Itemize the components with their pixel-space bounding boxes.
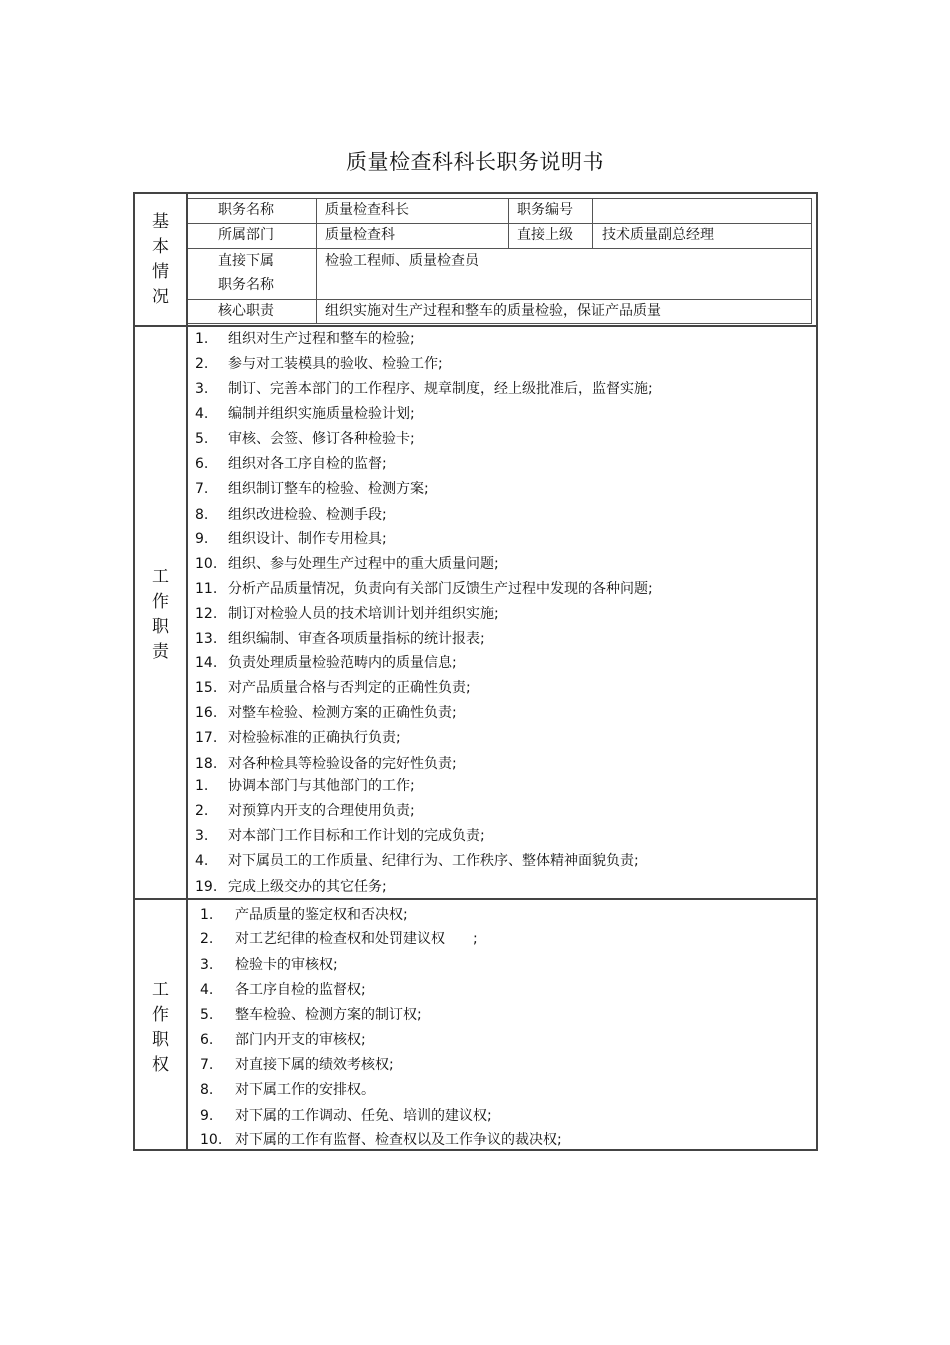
- list-item: 19. 完成上级交办的其它任务;: [195, 879, 387, 895]
- list-item: 15. 对产品质量合格与否判定的正确性负责;: [195, 680, 471, 696]
- subordinate-label-line2: 职务名称: [218, 277, 274, 293]
- list-item: 4. 编制并组织实施质量检验计划;: [195, 406, 415, 422]
- list-item: 17. 对检验标准的正确执行负责;: [195, 730, 401, 746]
- list-item: 6. 部门内开支的审核权;: [200, 1032, 366, 1048]
- list-item: 12. 制订对检验人员的技术培训计划并组织实施;: [195, 606, 499, 622]
- section-label-rights: 工 作 职 权: [152, 980, 169, 1075]
- basic-grid-line: [188, 248, 811, 249]
- list-item: 2. 对预算内开支的合理使用负责;: [195, 803, 415, 819]
- job-name-value: 质量检查科长: [325, 202, 409, 218]
- job-code-label: 职务编号: [517, 202, 573, 218]
- superior-value: 技术质量副总经理: [602, 227, 714, 243]
- basic-grid-col: [592, 198, 593, 249]
- list-item: 3. 检验卡的审核权;: [200, 957, 338, 973]
- list-item: 2. 对工艺纪律的检查权和处罚建议权 ;: [200, 931, 478, 947]
- list-item: 2. 参与对工装模具的验收、检验工作;: [195, 356, 443, 372]
- job-name-label: 职务名称: [218, 202, 274, 218]
- list-item: 6. 组织对各工序自检的监督;: [195, 456, 387, 472]
- list-item: 9. 组织设计、制作专用检具;: [195, 531, 387, 547]
- list-item: 16. 对整车检验、检测方案的正确性负责;: [195, 705, 457, 721]
- list-item: 1. 产品质量的鉴定权和否决权;: [200, 907, 408, 923]
- subordinate-label-line1: 直接下属: [218, 253, 274, 269]
- section-divider-duties: [133, 898, 818, 900]
- section-label-basic: 基 本 情 况: [152, 212, 169, 307]
- section-label-duties: 工 作 职 责: [152, 567, 169, 662]
- basic-grid-col: [508, 198, 509, 249]
- list-item: 1. 协调本部门与其他部门的工作;: [195, 778, 415, 794]
- list-item: 10. 对下属的工作有监督、检查权以及工作争议的裁决权;: [200, 1132, 562, 1148]
- list-item: 9. 对下属的工作调动、任免、培训的建议权;: [200, 1108, 492, 1124]
- list-item: 4. 各工序自检的监督权;: [200, 982, 366, 998]
- list-item: 10. 组织、参与处理生产过程中的重大质量问题;: [195, 556, 499, 572]
- list-item: 3. 制订、完善本部门的工作程序、规章制度，经上级批准后，监督实施;: [195, 381, 653, 397]
- core-duty-value: 组织实施对生产过程和整车的质量检验，保证产品质量: [325, 303, 661, 319]
- basic-grid-top: [188, 198, 811, 199]
- list-item: 14. 负责处理质量检验范畴内的质量信息;: [195, 655, 457, 671]
- list-item: 7. 组织制订整车的检验、检测方案;: [195, 481, 429, 497]
- basic-grid-bottom: [188, 323, 811, 324]
- list-item: 4. 对下属员工的工作质量、纪律行为、工作秩序、整体精神面貌负责;: [195, 853, 639, 869]
- section-divider-basic: [133, 325, 818, 327]
- superior-label: 直接上级: [517, 227, 573, 243]
- list-item: 5. 整车检验、检测方案的制订权;: [200, 1007, 422, 1023]
- label-column-divider: [186, 192, 188, 1151]
- list-item: 18. 对各种检具等检验设备的完好性负责;: [195, 756, 457, 772]
- list-item: 13. 组织编制、审查各项质量指标的统计报表;: [195, 631, 485, 647]
- core-duty-label: 核心职责: [218, 303, 274, 319]
- dept-label: 所属部门: [218, 227, 274, 243]
- basic-grid-col: [316, 198, 317, 324]
- subordinates-value: 检验工程师、质量检查员: [325, 253, 479, 269]
- list-item: 11. 分析产品质量情况，负责向有关部门反馈生产过程中发现的各种问题;: [195, 581, 653, 597]
- list-item: 3. 对本部门工作目标和工作计划的完成负责;: [195, 828, 485, 844]
- list-item: 7. 对直接下属的绩效考核权;: [200, 1057, 394, 1073]
- page-title: 质量检查科科长职务说明书: [346, 150, 604, 174]
- dept-value: 质量检查科: [325, 227, 395, 243]
- list-item: 1. 组织对生产过程和整车的检验;: [195, 331, 415, 347]
- basic-grid-line: [188, 299, 811, 300]
- basic-grid-line: [188, 223, 811, 224]
- list-item: 5. 审核、会签、修订各种检验卡;: [195, 431, 415, 447]
- list-item: 8. 组织改进检验、检测手段;: [195, 507, 387, 523]
- list-item: 8. 对下属工作的安排权。: [200, 1082, 375, 1098]
- basic-grid-right: [811, 198, 812, 324]
